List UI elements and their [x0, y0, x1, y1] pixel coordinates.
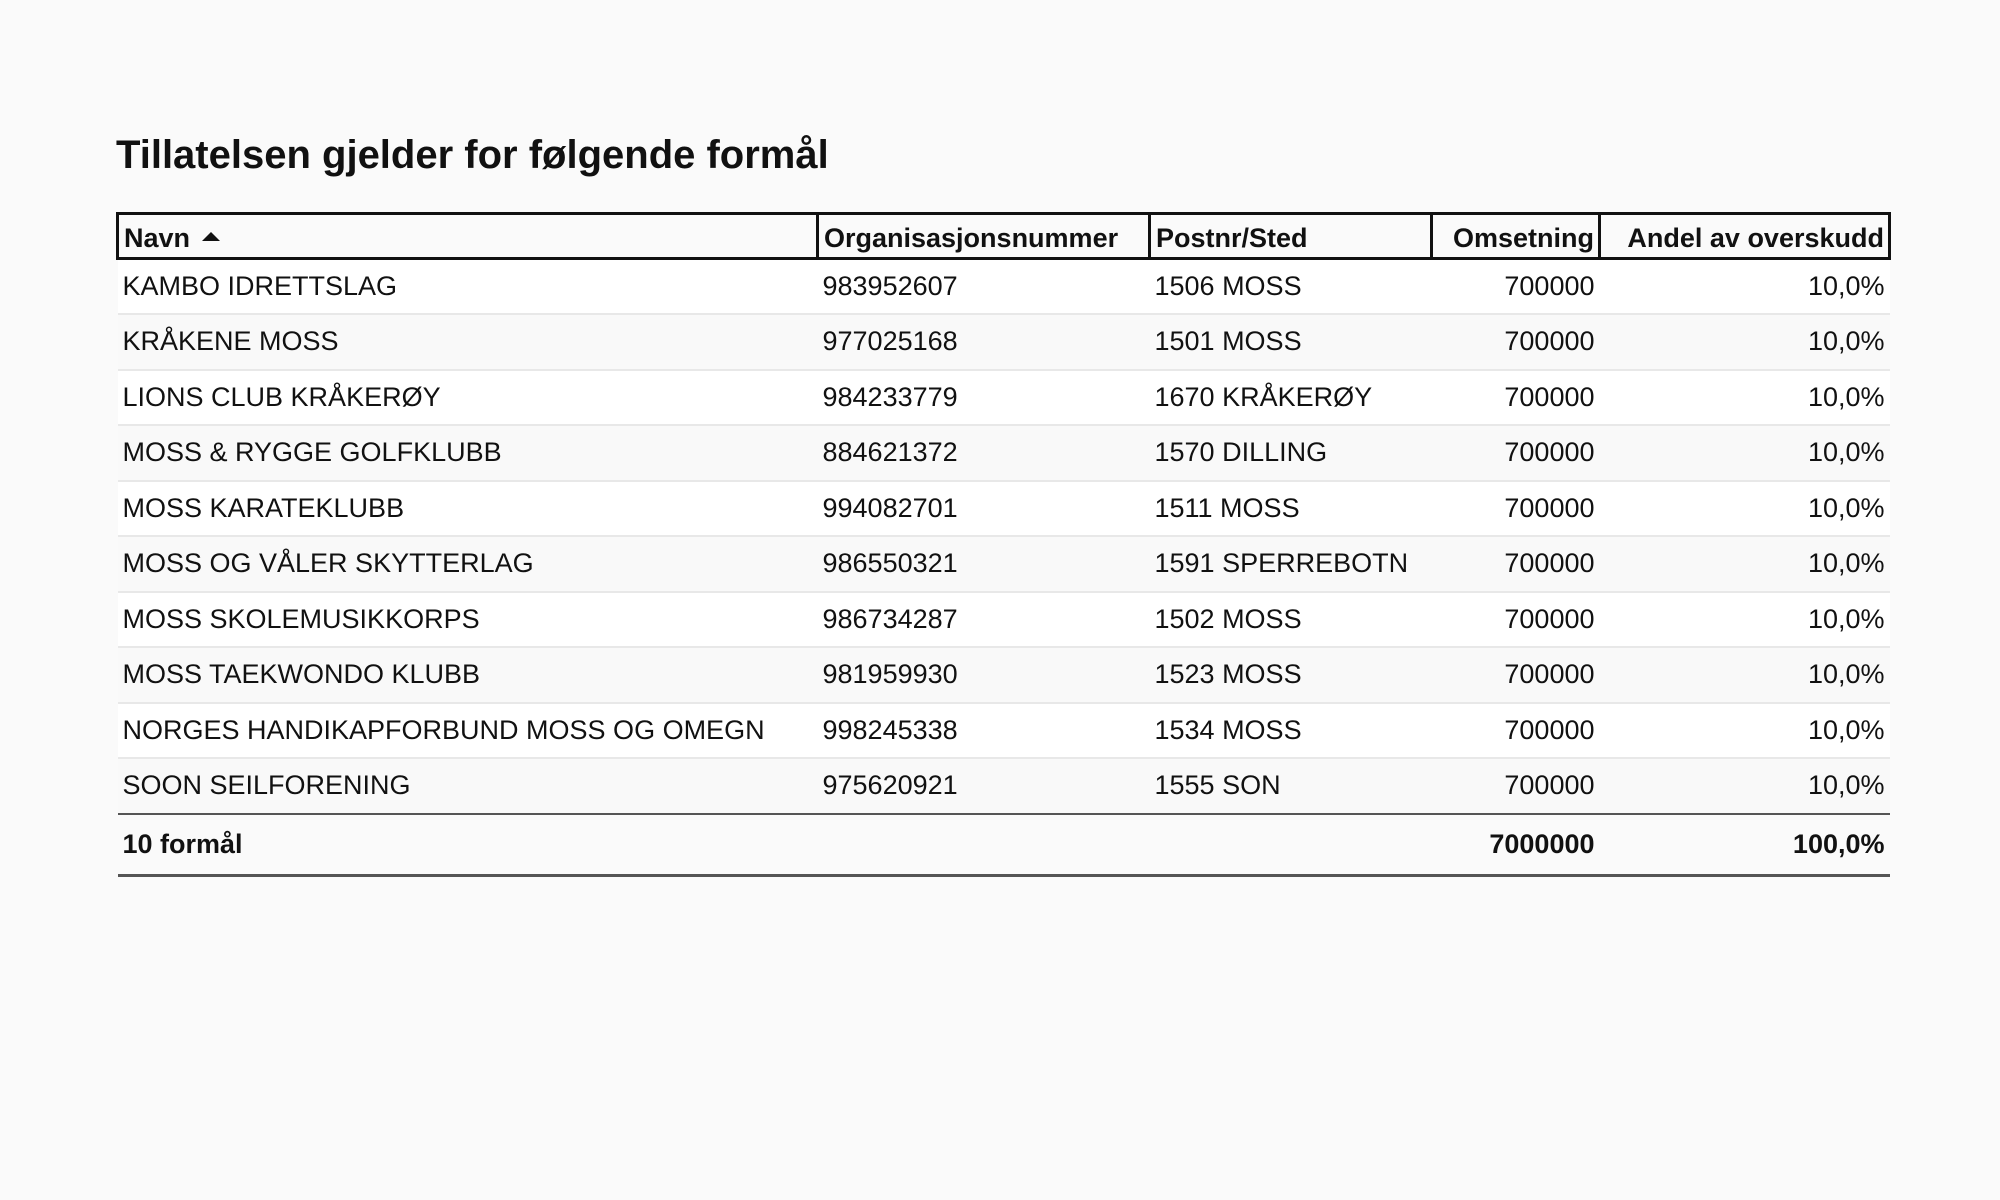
- cell-andel: 10,0%: [1600, 481, 1890, 537]
- cell-navn: MOSS SKOLEMUSIKKORPS: [118, 592, 818, 648]
- table-row: [118, 314, 1890, 370]
- cell-navn: MOSS KARATEKLUBB: [118, 481, 818, 537]
- cell-postnr-sted: 1501 MOSS: [1150, 314, 1432, 370]
- table-row: [118, 481, 1890, 537]
- cell-organisasjonsnummer: 986550321: [818, 536, 1150, 592]
- cell-postnr-sted: 1670 KRÅKERØY: [1150, 370, 1432, 426]
- cell-navn: NORGES HANDIKAPFORBUND MOSS OG OMEGN: [118, 703, 818, 759]
- totals-label: 10 formål: [118, 814, 818, 876]
- cell-organisasjonsnummer: 986734287: [818, 592, 1150, 648]
- column-header-label: Omsetning: [1452, 222, 1594, 253]
- cell-omsetning: 700000: [1432, 314, 1600, 370]
- cell-navn: MOSS TAEKWONDO KLUBB: [118, 647, 818, 703]
- cell-omsetning: 700000: [1432, 592, 1600, 648]
- table-row: [118, 703, 1890, 759]
- cell-omsetning: 700000: [1432, 758, 1600, 814]
- cell-postnr-sted: 1502 MOSS: [1150, 592, 1432, 648]
- cell-omsetning: 700000: [1432, 259, 1600, 315]
- table-row: [118, 758, 1890, 814]
- table-row: [118, 592, 1890, 648]
- cell-organisasjonsnummer: 983952607: [818, 259, 1150, 315]
- cell-organisasjonsnummer: 981959930: [818, 647, 1150, 703]
- cell-omsetning: 700000: [1432, 536, 1600, 592]
- cell-postnr-sted: 1511 MOSS: [1150, 481, 1432, 537]
- cell-organisasjonsnummer: 977025168: [818, 314, 1150, 370]
- cell-postnr-sted: 1555 SON: [1150, 758, 1432, 814]
- cell-andel: 10,0%: [1600, 592, 1890, 648]
- column-header-label: Navn: [124, 222, 191, 253]
- column-header-label: Organisasjonsnummer: [824, 222, 1119, 253]
- cell-omsetning: 700000: [1432, 425, 1600, 481]
- column-header-andel-av-overskudd[interactable]: [1600, 214, 1890, 259]
- cell-organisasjonsnummer: 998245338: [818, 703, 1150, 759]
- cell-postnr-sted: 1506 MOSS: [1150, 259, 1432, 315]
- cell-navn: MOSS & RYGGE GOLFKLUBB: [118, 425, 818, 481]
- cell-organisasjonsnummer: 884621372: [818, 425, 1150, 481]
- table-row: [118, 425, 1890, 481]
- cell-andel: 10,0%: [1600, 425, 1890, 481]
- cell-navn: KAMBO IDRETTSLAG: [118, 259, 818, 315]
- cell-organisasjonsnummer: 975620921: [818, 758, 1150, 814]
- cell-navn: SOON SEILFORENING: [118, 758, 818, 814]
- page-title: Tillatelsen gjelder for følgende formål: [116, 133, 829, 177]
- content-area: [116, 128, 1888, 877]
- cell-organisasjonsnummer: 994082701: [818, 481, 1150, 537]
- table-row: [118, 259, 1890, 315]
- cell-omsetning: 700000: [1432, 703, 1600, 759]
- column-header-navn[interactable]: [118, 214, 818, 259]
- cell-omsetning: 700000: [1432, 370, 1600, 426]
- header-row: [118, 214, 1890, 259]
- totals-row: [118, 814, 1890, 876]
- table-footer: [118, 814, 1890, 876]
- cell-navn: LIONS CLUB KRÅKERØY: [118, 370, 818, 426]
- column-header-omsetning[interactable]: [1432, 214, 1600, 259]
- table-body: [118, 259, 1890, 814]
- table-row: [118, 536, 1890, 592]
- cell-andel: 10,0%: [1600, 314, 1890, 370]
- column-header-label: Andel av overskudd: [1627, 222, 1884, 253]
- column-header-postnr-sted[interactable]: [1150, 214, 1432, 259]
- table-row: [118, 647, 1890, 703]
- cell-postnr-sted: 1523 MOSS: [1150, 647, 1432, 703]
- cell-navn: MOSS OG VÅLER SKYTTERLAG: [118, 536, 818, 592]
- cell-andel: 10,0%: [1600, 259, 1890, 315]
- cell-postnr-sted: 1570 DILLING: [1150, 425, 1432, 481]
- totals-empty-cell: [818, 814, 1150, 876]
- cell-omsetning: 700000: [1432, 647, 1600, 703]
- column-header-label: Postnr/Sted: [1156, 222, 1308, 253]
- cell-andel: 10,0%: [1600, 758, 1890, 814]
- cell-navn: KRÅKENE MOSS: [118, 314, 818, 370]
- column-header-organisasjonsnummer[interactable]: [818, 214, 1150, 259]
- cell-andel: 10,0%: [1600, 536, 1890, 592]
- cell-andel: 10,0%: [1600, 703, 1890, 759]
- totals-empty-cell: [1150, 814, 1432, 876]
- cell-andel: 10,0%: [1600, 370, 1890, 426]
- cell-postnr-sted: 1534 MOSS: [1150, 703, 1432, 759]
- table-row: [118, 370, 1890, 426]
- cell-postnr-sted: 1591 SPERREBOTN: [1150, 536, 1432, 592]
- cell-organisasjonsnummer: 984233779: [818, 370, 1150, 426]
- table-header: [118, 214, 1890, 259]
- totals-omsetning: 7000000: [1432, 814, 1600, 876]
- totals-andel: 100,0%: [1600, 814, 1890, 876]
- cell-andel: 10,0%: [1600, 647, 1890, 703]
- purposes-table: [116, 212, 1891, 877]
- sort-ascending-icon: [202, 232, 220, 241]
- cell-omsetning: 700000: [1432, 481, 1600, 537]
